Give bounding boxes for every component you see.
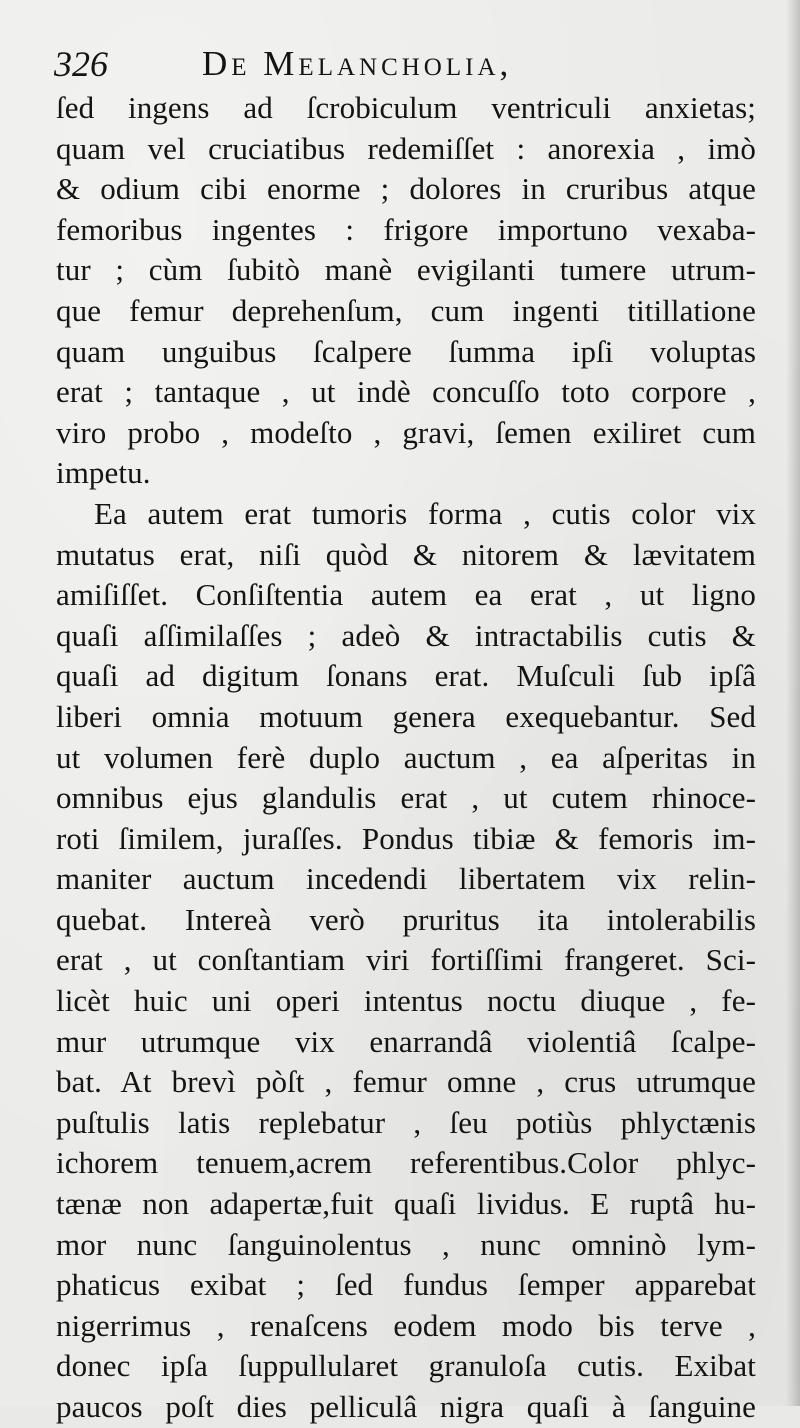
text-line: roti ſimilem, juraſſes. Pondus tibiæ & femoris im-: [56, 820, 756, 856]
text-line: bat. At brevì pòſt , femur omne , crus utrumque: [56, 1064, 756, 1100]
text-line: puſtulis latis replebatur , ſeu potiùs phlyctænis: [56, 1104, 756, 1140]
text-line: tur ; cùm ſubitò manè evigilanti tumere utrum-: [56, 252, 756, 288]
text-line: erat ; tantaque , ut indè concuſſo toto corpore ,: [56, 374, 756, 410]
text-line: femoribus ingentes : frigore importuno vexaba-: [56, 211, 756, 247]
text-line: liberi omnia motuum genera exequebantur. Sed: [56, 698, 756, 734]
text-line: viro probo , modeſto , gravi, ſemen exiliret cum: [56, 414, 756, 450]
text-line: omnibus ejus glandulis erat , ut cutem rhinoce-: [56, 780, 756, 816]
text-line: & odium cibi enorme ; dolores in cruribus atque: [56, 171, 756, 207]
text-line: donec ipſa ſuppullularet granuloſa cutis. Exibat: [56, 1348, 756, 1384]
text-line: quaſi aſſimilaſſes ; adeò & intractabilis cutis &: [56, 617, 756, 653]
running-title: De Melancholia,: [202, 44, 513, 83]
text-line: quebat. Intereà verò pruritus ita intolerabilis: [56, 901, 756, 937]
text-line: phaticus exibat ; ſed fundus ſemper apparebat: [56, 1267, 756, 1303]
page-number: 326: [54, 44, 108, 84]
text-line: ichorem tenuem,acrem referentibus.Color phlyc-: [56, 1145, 756, 1181]
text-line: paucos poſt dies pelliculâ nigra quaſi à ſanguine: [56, 1389, 756, 1424]
text-line: ut volumen ferè duplo auctum , ea aſperitas in: [56, 739, 756, 775]
paragraph-start-line: Ea autem erat tumoris forma , cutis color vix: [94, 495, 756, 531]
text-line: mutatus erat, niſi quòd & nitorem & lævitatem: [56, 536, 756, 572]
page-edge-shadow: [786, 0, 800, 1406]
text-line: tænæ non adapertæ,fuit quaſi lividus. E ruptâ hu-: [56, 1186, 756, 1222]
body-text: [56, 88, 756, 1428]
page-header: [54, 42, 754, 86]
text-line: ſed ingens ad ſcrobiculum ventriculi anxietas;: [56, 90, 756, 125]
text-line: mur utrumque vix enarrandâ violentiâ ſcalpe-: [56, 1023, 756, 1059]
text-line: maniter auctum incedendi libertatem vix relin-: [56, 861, 756, 897]
text-line: erat , ut conſtantiam viri fortiſſimi frangeret. Sci-: [56, 942, 756, 978]
text-line: nigerrimus , renaſcens eodem modo bis terve ,: [56, 1307, 756, 1343]
text-line: amiſiſſet. Conſiſtentia autem ea erat , ut ligno: [56, 577, 756, 613]
text-line: quam unguibus ſcalpere ſumma ipſi voluptas: [56, 333, 756, 369]
text-line: quam vel cruciatibus redemiſſet : anorexia , imò: [56, 130, 756, 166]
text-line: impetu.: [56, 455, 151, 491]
text-line: licèt huic uni operi intentus noctu diuque , fe-: [56, 983, 756, 1019]
text-line: quaſi ad digitum ſonans erat. Muſculi ſub ipſâ: [56, 658, 756, 694]
text-line: mor nunc ſanguinolentus , nunc omninò lym-: [56, 1226, 756, 1262]
text-line: que femur deprehenſum, cum ingenti titillatione: [56, 292, 756, 328]
